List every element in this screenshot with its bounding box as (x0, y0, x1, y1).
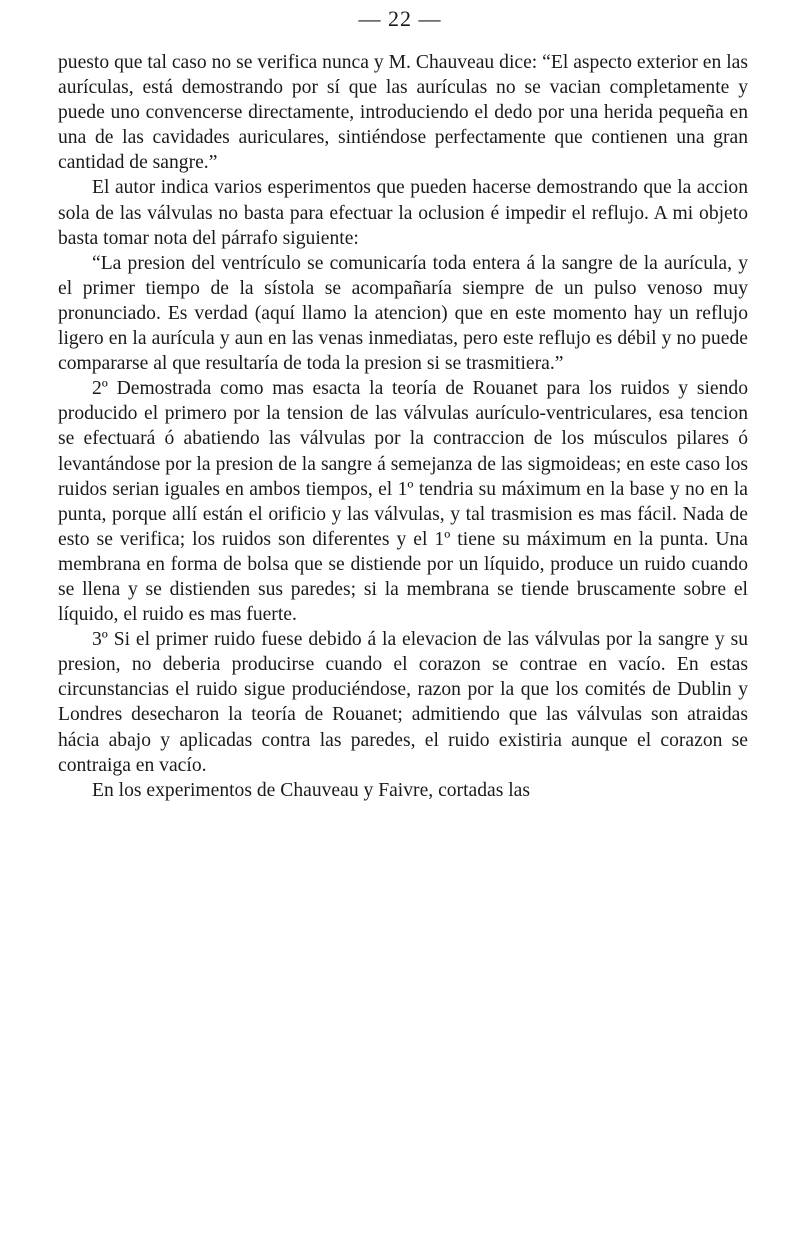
paragraph-4-point-2: 2º Demostrada como mas esacta la teoría de Rouanet para los ruidos y siendo producido el primero por la tension de las válvulas aurículo-ventriculares, esa tencion se efectuará ó abatiendo las válvulas por la contraccion de los músculos pilares ó levantándose por la presion de la sangre á semejanza de las sigmoideas; en este caso los ruidos serian iguales en ambos tiempos, el 1º tendria su máximum en la base y no en la punta, porque allí están el orificio y las válvulas, y tal trasmision es mas fácil. Nada de esto se verifica; los ruidos son diferentes y el 1º tiene su máximum en la punta. Una membrana en forma de bolsa que se distiende por un líquido, produce un ruido cuando se llena y se distienden sus paredes; si la membrana se tiende bruscamente sobre el líquido, el ruido es mas fuerte. (58, 378, 748, 626)
paragraph-2: El autor indica varios esperimentos que pueden hacerse demostrando que la accion sola de las válvulas no basta para efectuar la oclusion é impedir el reflujo. A mi objeto basta tomar nota del párrafo siguiente: (58, 177, 748, 249)
body-text (58, 50, 748, 803)
paragraph-3-quotation: “La presion del ventrículo se comunicaría toda entera á la sangre de la aurícula, y el primer tiempo de la sístola se acompañaría siempre de un pulso venoso muy pronunciado. Es verdad (aquí llamo la atencion) que en este momento hay un reflujo ligero en la aurícula y aun en las venas inmediatas, pero este reflujo es débil y no puede compararse al que resultaría de toda la presion si se trasmitiera.” (58, 252, 748, 375)
paragraph-5-point-3: 3º Si el primer ruido fuese debido á la elevacion de las válvulas por la sangre y su presion, no deberia producirse cuando el corazon se contrae en vacío. En estas circunstancias el ruido sigue produciéndose, razon por la que los comités de Dublin y Londres desecharon la teoría de Rouanet; admitiendo que las válvulas son atraidas hácia abajo y aplicadas contra las paredes, el ruido existiria aunque el corazon se contraiga en vacío. (58, 629, 748, 776)
page-number: — 22 — (358, 6, 442, 31)
paragraph-6: En los experimentos de Chauveau y Faivre, cortadas las (92, 779, 531, 801)
paragraph-1: puesto que tal caso no se verifica nunca y M. Chauveau dice: “El aspecto exterior en las aurículas, está demostrando por sí que las aurículas no se vacian completamente y puede uno convencerse directamente, introduciendo el dedo por una herida pequeña en una de las cavidades auriculares, sintiéndose perfectamente que contienen una gran cantidad de sangre.” (58, 52, 748, 174)
